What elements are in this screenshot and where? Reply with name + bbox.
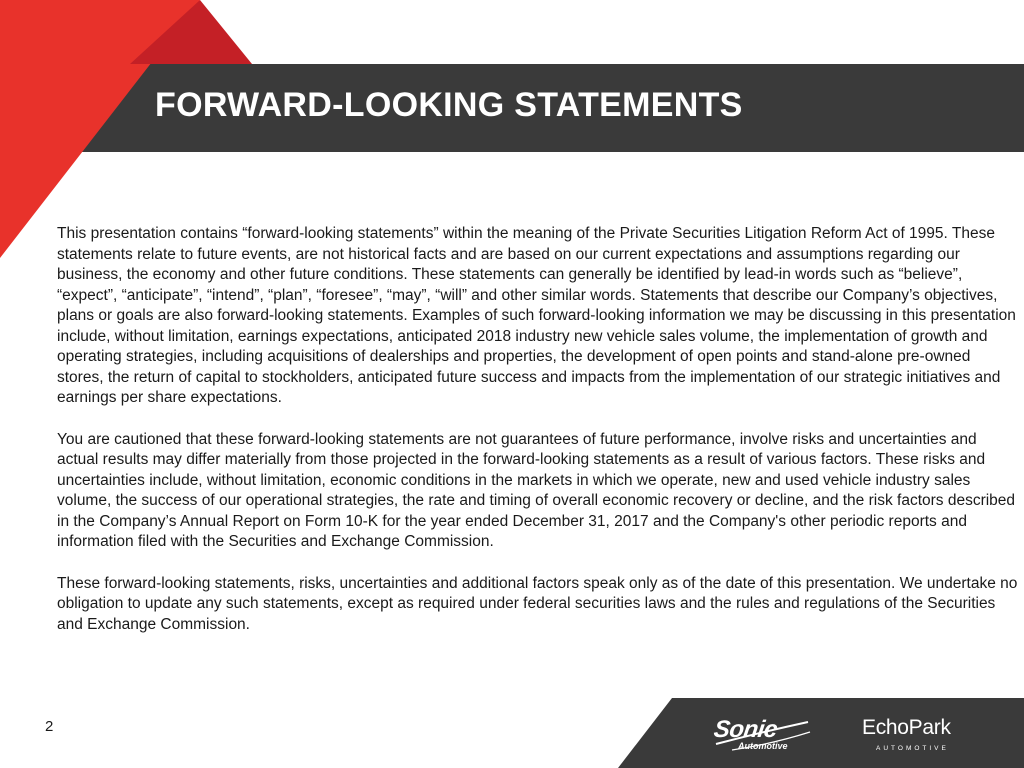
echopark-logo-tagline: AUTOMOTIVE (876, 745, 949, 752)
echopark-logo-text: EchoPark (862, 716, 951, 739)
sonic-logo-tagline: Automotive (738, 741, 788, 751)
paragraph-forward-looking: This presentation contains “forward-looking statements” within the meaning of the Private Securities Litigation Reform Act of 1995. These statements relate to future events, are not historical facts and are based on our current expectations and assumptions regarding our business, the economy and other future conditions. These statements can generally be identified by lead-in words such as “believe”, “expect”, “anticipate”, “intend”, “plan”, “foresee”, “may”, “will” and other similar words. Statements that describe our Company’s objectives, plans or goals are also forward-looking statements. Examples of such forward-looking information we may be discussing in this presentation include, without limitation, earnings expectations, anticipated 2018 industry new vehicle sales volume, the implementation of growth and operating strategies, including acquisitions of dealerships and properties, the development of open points and stand-alone pre-owned stores, the return of capital to stockholders, anticipated future success and impacts from the implementation of our strategic initiatives and earnings per share expectations. (57, 225, 1016, 406)
sonic-logo-text: Sonic (712, 716, 779, 743)
paragraph-caution: You are cautioned that these forward-looking statements are not guarantees of future performance, involve risks and uncertainties and actual results may differ materially from those projected in the forward-looking statements as a result of various factors. These risks and uncertainties include, without limitation, economic conditions in the markets in which we operate, new and used vehicle industry sales volume, the success of our operational strategies, the rate and timing of overall economic recovery or decline, and the risk factors described in the Company’s Annual Report on Form 10-K for the year ended December 31, 2017 and the Company's other periodic reports and information filed with the Securities and Exchange Commission. (57, 430, 1016, 550)
paragraph-no-obligation: These forward-looking statements, risks, uncertainties and additional factors speak only as of the date of this presentation. We undertake no obligation to update any such statements, except as required under federal securities laws and the rules and regulations of the Securities and Exchange Commission. (57, 574, 1018, 633)
slide-title: FORWARD-LOOKING STATEMENTS (155, 86, 743, 124)
sonic-automotive-logo (712, 714, 812, 756)
page-number: 2 (45, 718, 54, 735)
disclaimer-body (57, 224, 1019, 656)
echopark-logo (862, 716, 972, 758)
